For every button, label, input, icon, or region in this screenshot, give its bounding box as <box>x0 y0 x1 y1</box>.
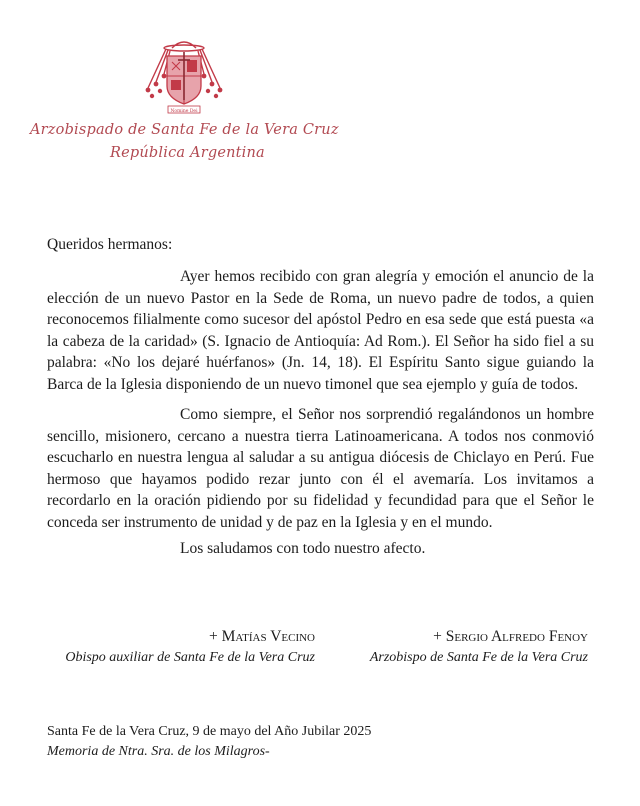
paragraph-1: Ayer hemos recibido con gran alegría y emoción el anuncio de la elección de un nuevo Pastor en la Sede de Roma, un nuevo padre de todos, a quien reconocemos filialmente como sucesor del apóstol Pedro en esa sede que está puesta «a la cabeza de la caridad» (S. Ignacio de Antioquía: Ad Rom.). El Señor ha sido fiel a su palabra: «No los dejaré huérfanos» (Jn. 14, 18). El Espíritu Santo sigue guiando la Barca de la Iglesia disponiendo de un nuevo timonel que sea ejemplo y guía de todos. <box>47 268 594 393</box>
letterhead <box>30 38 339 173</box>
signature-role: Arzobispo de Santa Fe de la Vera Cruz <box>369 650 588 665</box>
salutation: Queridos hermanos: <box>47 236 173 253</box>
letter-date: Santa Fe de la Vera Cruz, 9 de mayo del Año Jubilar 2025 <box>47 724 372 739</box>
memorial-note: Memoria de Ntra. Sra. de los Milagros- <box>47 744 270 759</box>
letterhead-title: Arzobispado de Santa Fe de la Vera Cruz <box>30 122 339 138</box>
signature-name: + Sergio Alfredo Fenoy <box>433 628 588 645</box>
letterhead-country: República Argentina <box>110 145 265 161</box>
signature-archbishop <box>370 626 588 668</box>
signature-auxiliary-bishop <box>65 626 315 668</box>
coat-of-arms-icon <box>134 38 234 116</box>
svg-text:Nomine Dei: Nomine Dei <box>170 109 198 114</box>
signature-name: + Matías Vecino <box>209 628 315 645</box>
paragraph-2: Como siempre, el Señor nos sorprendió regalándonos un hombre sencillo, misionero, cercano a nuestra tierra Latinoamericana. A todos nos conmovió escucharlo en nuestra lengua al saludar a su antigua diócesis de Chiclayo en Perú. Fue hermoso que hayamos podido rezar junto con él el avemaría. Los invitamos a recordarlo en la oración pidiendo por su fidelidad y fecundidad para que el Señor le conceda ser instrumento de unidad y de paz en la Iglesia y en el mundo. <box>47 406 594 531</box>
closing-line: Los saludamos con todo nuestro afecto. <box>180 540 426 557</box>
footer <box>47 722 371 762</box>
signature-role: Obispo auxiliar de Santa Fe de la Vera Cruz <box>65 650 315 665</box>
